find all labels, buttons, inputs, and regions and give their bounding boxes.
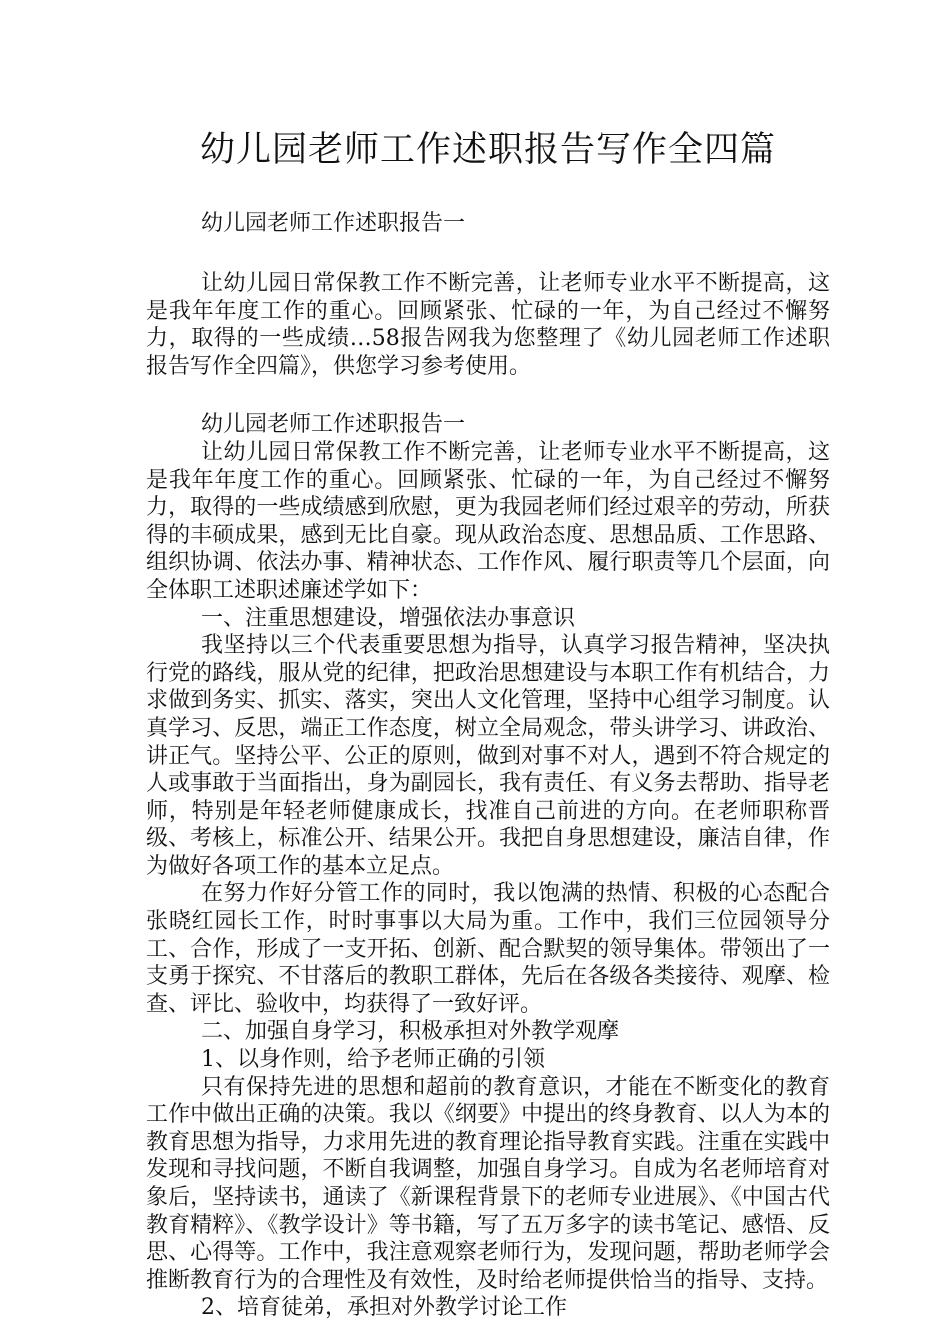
paragraph-4: 只有保持先进的思想和超前的教育意识，才能在不断变化的教育工作中做出正确的决策。我以《纲要》中提出的终身教育、以人为本的教育思想为指导，力求用先进的教育理论指导教育实践。注重在实践中发现和寻找问题，不断自我调整，加强自身学习。自成为名老师培育对象后，坚持读书，通读了《新课程背景下的老师专业进展》、《中国古代教育精粹》、《教学设计》等书籍，写了五万多字的读书笔记、感悟、反思、心得等。工作中，我注意观察老师行为，发现问题，帮助老师学会推断教育行为的合理性及有效性，及时给老师提供恰当的指导、支持。: [146, 1074, 830, 1293]
heading-2: 二、加强自身学习，积极承担对外教学观摩: [201, 1019, 620, 1045]
heading-1: 一、注重思想建设，增强依法办事意识: [201, 605, 576, 631]
paragraph-2: 我坚持以三个代表重要思想为指导，认真学习报告精神，坚决执行党的路线，服从党的纪律，把政治思想建设与本职工作有机结合，力求做到务实、抓实、落实，突出人文化管理，坚持中心组学习制度。认真学习、反思，端正工作态度，树立全局观念，带头讲学习、讲政治、讲正气。坚持公平、公正的原则，做到对事不对人，遇到不符合规定的人或事敢于当面指出，身为副园长，我有责任、有义务去帮助、指导老师，特别是年轻老师健康成长，找准自己前进的方向。在老师职称晋级、考核上，标准公开、结果公开。我把自身思想建设，廉洁自律，作为做好各项工作的基本立足点。: [146, 633, 830, 879]
heading-3: 1、以身作则，给予老师正确的引领: [201, 1047, 545, 1073]
document-page: [146, 120, 830, 1322]
paragraph-3: 在努力作好分管工作的同时，我以饱满的热情、积极的心态配合张晓红园长工作，时时事事以大局为重。工作中，我们三位园领导分工、合作，形成了一支开拓、创新、配合默契的领导集体。带领出了一支勇于探究、不甘落后的教职工群体，先后在各级各类接待、观摩、检查、评比、验收中，均获得了一致好评。: [146, 881, 830, 1017]
paragraph-1: 让幼儿园日常保教工作不断完善，让老师专业水平不断提高，这是我年年度工作的重心。回顾紧张、忙碌的一年，为自己经过不懈努力，取得的一些成绩感到欣慰，更为我园老师们经过艰辛的劳动，所获得的丰硕成果，感到无比自豪。现从政治态度、思想品质、工作思路、组织协调、依法办事、精神状态、工作作风、履行职责等几个层面，向全体职工述职述廉述学如下：: [146, 439, 830, 603]
intro-paragraph: 让幼儿园日常保教工作不断完善，让老师专业水平不断提高，这是我年年度工作的重心。回顾紧张、忙碌的一年，为自己经过不懈努力，取得的一些成绩…58报告网我为您整理了《幼儿园老师工作述职报告写作全四篇》，供您学习参考使用。: [146, 271, 830, 379]
document-title: 幼儿园老师工作述职报告写作全四篇: [199, 130, 776, 170]
document-subtitle: 幼儿园老师工作述职报告一: [201, 211, 466, 236]
section-title: 幼儿园老师工作述职报告一: [201, 412, 466, 438]
heading-4: 2、培育徒弟，承担对外教学讨论工作: [201, 1295, 567, 1321]
